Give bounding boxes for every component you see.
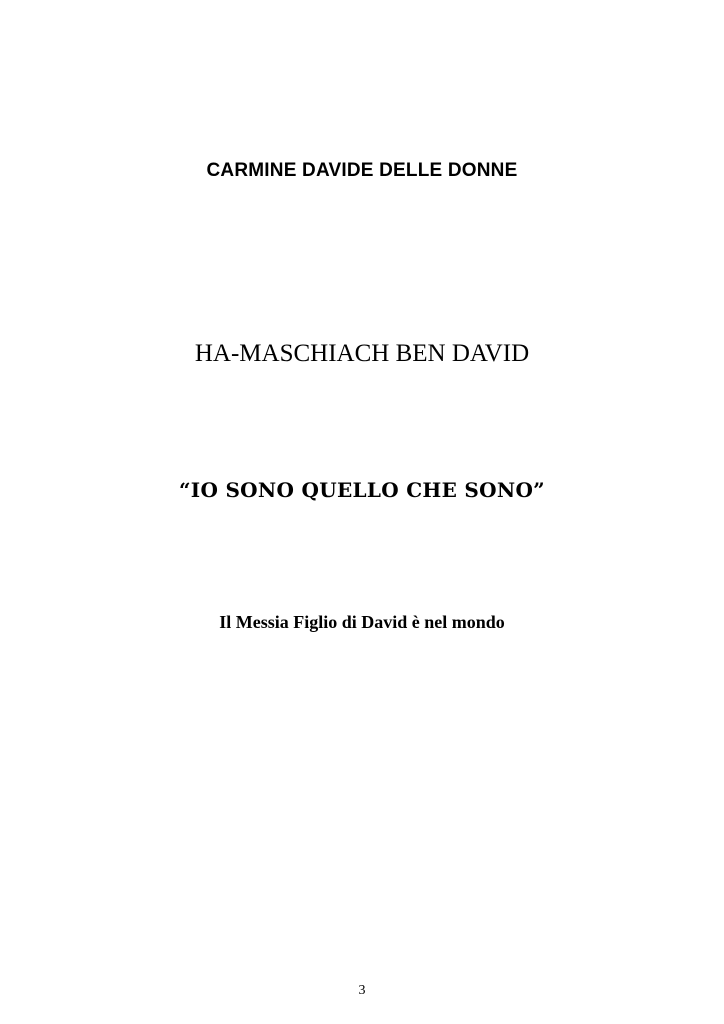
page-number: 3 [358,983,366,998]
book-title: HA-MASCHIACH BEN DAVID [194,340,530,367]
quote-heading: “IO SONO QUELLO CHE SONO” [179,478,545,502]
subtitle: Il Messia Figlio di David è nel mondo [219,612,505,632]
author-name: CARMINE DAVIDE DELLE DONNE [206,160,518,181]
